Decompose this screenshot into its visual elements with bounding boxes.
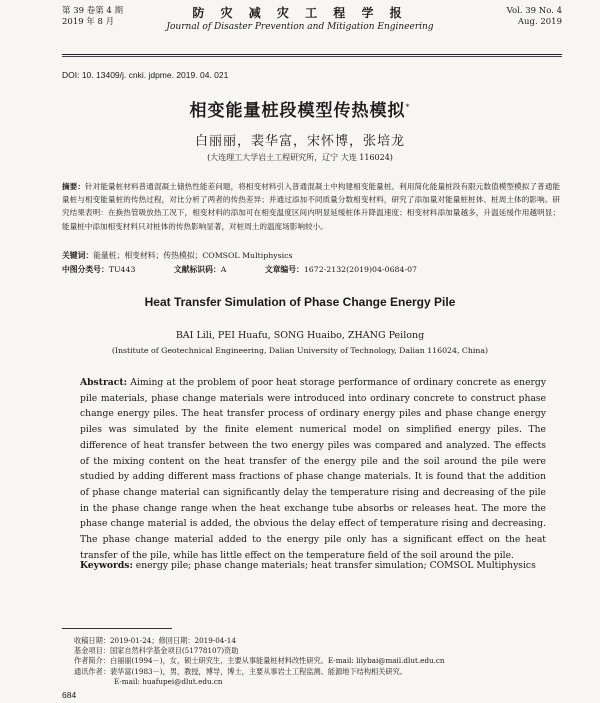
- abstract-cn-label: 摘要：: [62, 182, 85, 191]
- header-date-cn: 2019 年 8 月: [62, 17, 115, 27]
- doc-label: 文献标识码：: [173, 265, 221, 274]
- article-number: [265, 265, 435, 274]
- title-en: Heat Transfer Simulation of Phase Change Energy Pile: [144, 295, 456, 309]
- header-date-en: Aug. 2019: [517, 17, 562, 27]
- article-label: 文章编号：: [264, 265, 304, 274]
- keywords-cn-label: 关键词：: [62, 251, 94, 260]
- header-rule-thin: [62, 56, 562, 57]
- title-cn-text: 相变能量桩段模型传热模拟: [189, 101, 406, 121]
- doi: DOI: 10. 13409/j. cnki. jdpme. 2019. 04. 021: [62, 70, 229, 80]
- keywords-en: [80, 559, 546, 573]
- title-cn-footnote-mark: *: [405, 102, 411, 112]
- abstract-cn: [62, 180, 560, 233]
- doc-value: A: [220, 265, 227, 274]
- footnote-corresponding-email: E-mail: huafupei@dlut.edu.cn: [114, 676, 223, 686]
- abstract-cn-text: 针对能量桩材料普通混凝土储热性能差问题，将相变材料引入普通混凝土中构建相变能量桩。利用简化能量桩段有限元数值模型模拟了普通能量桩与相变能量桩的传热过程，对比分析了两者的传热差异；并通过添加不同质量分数相变材料，研究了添加量对能量桩桩体、桩周土体的影响。研究结果表明：在换热管吸放热工况下，相变材料的添加可在相变温度区间内明显延缓桩体升降温速度；相变材料添加量越多，升温延缓作用越明显；能量桩中添加相变材料只对桩体的传热影响显著，对桩周土的温度场影响较小。: [62, 182, 561, 231]
- footnote-rule: [62, 628, 172, 629]
- header-volume-en: Vol. 39 No. 4: [506, 6, 562, 16]
- footnote: [74, 636, 445, 687]
- header-rule: [62, 54, 562, 55]
- keywords-cn: [62, 250, 560, 262]
- article-value: 1672-2132(2019)04-0684-07: [303, 265, 418, 274]
- authors-en: BAI Lili, PEI Huafu, SONG Huaibo, ZHANG Peilong: [175, 330, 425, 341]
- journal-name-en: Journal of Disaster Prevention and Mitigation Engineering: [166, 22, 434, 32]
- footnote-fund: 基金项目：国家自然科学基金项目(51778107)资助: [74, 646, 239, 656]
- authors-cn: 白丽丽，裴华富，宋怀博，张培龙: [194, 134, 405, 149]
- abstract-en-text: Aiming at the problem of poor heat storage performance of ordinary concrete as energy pile materials, phase change materials were introduced into ordinary concrete to construct phase change energy piles. The heat transfer process of ordinary energy piles and phase change energy piles was simulated by the finite element numerical model on simplified energy piles. The difference of heat transfer between the two energy piles was compared and analyzed. The effects of the mixing content on the heat transfer of the energy pile and the soil around the pile were studied by adding different mass fractions of phase change materials. It is found that the addition of phase change material can significantly delay the temperature rising and decreasing of the pile in the phase change range when the heat exchange tube absorbs or releases heat. The more the phase change material is added, the obvious the delay effect of temperature rising and decreasing. The phase change material added to the energy pile only has a significant effect on the heat transfer of the pile, while has little effect on the temperature field of the soil around the pile.: [80, 377, 547, 561]
- header-volume-cn: 第 39 卷第 4 期: [62, 6, 124, 16]
- institution-cn: (大连理工大学岩土工程研究所，辽宁 大连 116024): [207, 153, 393, 162]
- title-cn: [0, 96, 600, 121]
- journal-name-cn: 防 灾 减 灾 工 程 学 报: [192, 6, 408, 20]
- keywords-cn-text: 能量桩；相变材料；传热模拟；COMSOL Multiphysics: [93, 251, 293, 260]
- page-number: 684: [62, 690, 77, 700]
- clc-number: [62, 265, 153, 274]
- footnote-corresponding: 通讯作者：裴华富(1983－)，男，教授，博导，博士，主要从事岩土工程监测、能源地下结构相关研究。: [74, 666, 407, 676]
- keywords-en-text: energy pile; phase change materials; heat transfer simulation; COMSOL Multiphysics: [135, 560, 536, 571]
- document-code: [174, 265, 244, 274]
- footnote-author-intro: 作者简介：白丽丽(1994－)，女，硕士研究生，主要从事能量桩材料改性研究。E-mail: lilybai@mail.dlut.edu.cn: [74, 656, 445, 666]
- classification-line: [62, 264, 560, 276]
- clc-value: TU443: [108, 265, 136, 274]
- abstract-en: [80, 375, 546, 563]
- keywords-en-label: Keywords:: [80, 560, 133, 571]
- header-right: [507, 6, 562, 28]
- abstract-en-label: Abstract:: [80, 377, 127, 388]
- footnote-received: 收稿日期：2019-01-24；修回日期：2019-04-14: [74, 636, 236, 645]
- institution-en: (Institute of Geotechnical Engineering, Dalian University of Technology, Dalian 116024, China): [111, 346, 489, 355]
- clc-label: 中图分类号：: [62, 265, 109, 274]
